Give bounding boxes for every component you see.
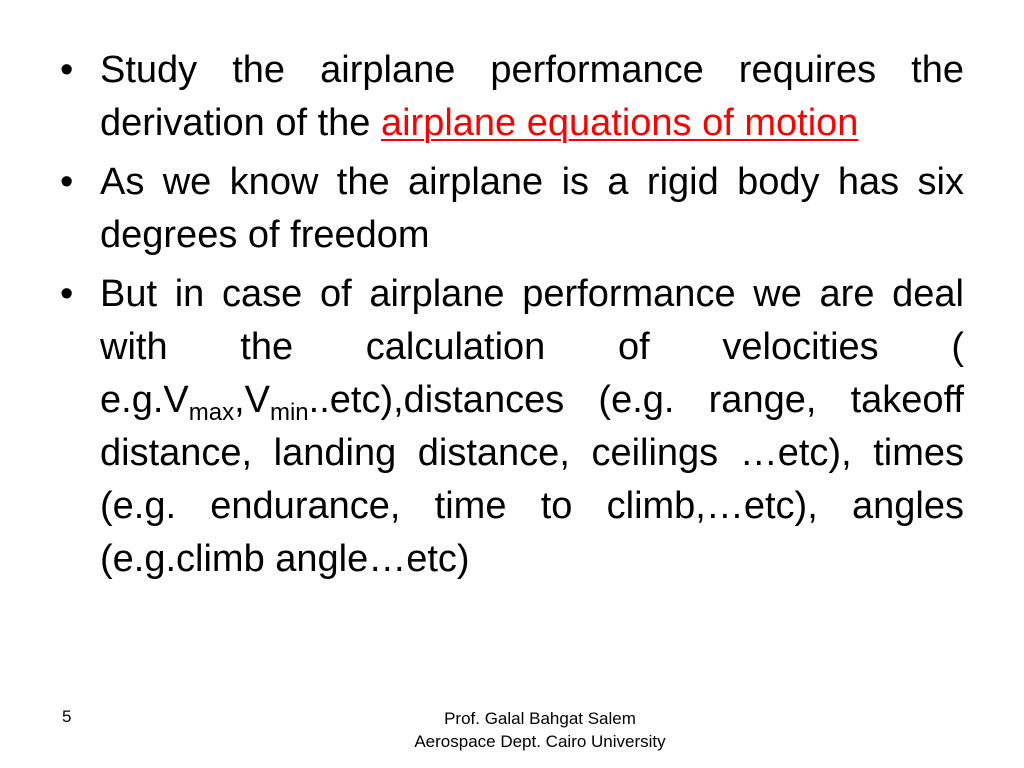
bullet-text-part-2: ,V [234,379,270,421]
bullet-text: Study the airplane performance requires the derivation of the [100,49,964,144]
footer-affiliation: Aerospace Dept. Cairo University [414,732,666,751]
subscript-min: min [269,399,309,426]
bullet-list [58,44,964,592]
bullet-item-equations [58,44,964,150]
bullet-text-part-3: ..etc),distances (e.g. range, takeoff distance, landing distance, ceilings …etc), times (e.g. endurance, time to climb,…etc), angles (e.g.climb angle…etc) [100,379,964,580]
bullet-text-part-1: But in case of airplane performance we are deal with the calculation of velocities ( e.g.V [100,273,964,421]
equations-of-motion-link[interactable]: airplane equations of motion [380,102,859,144]
bullet-item-degrees-of-freedom [58,156,964,262]
footer-author: Prof. Galal Bahgat Salem [444,709,636,728]
bullet-marker: • [60,49,74,91]
slide-number: 5 [62,707,72,726]
bullet-item-performance-calculations [58,268,964,586]
subscript-max: max [188,399,235,426]
bullet-marker: • [60,161,74,203]
bullet-marker: • [60,273,74,315]
footer [340,707,740,753]
bullet-text: As we know the airplane is a rigid body has six degrees of freedom [100,161,964,256]
